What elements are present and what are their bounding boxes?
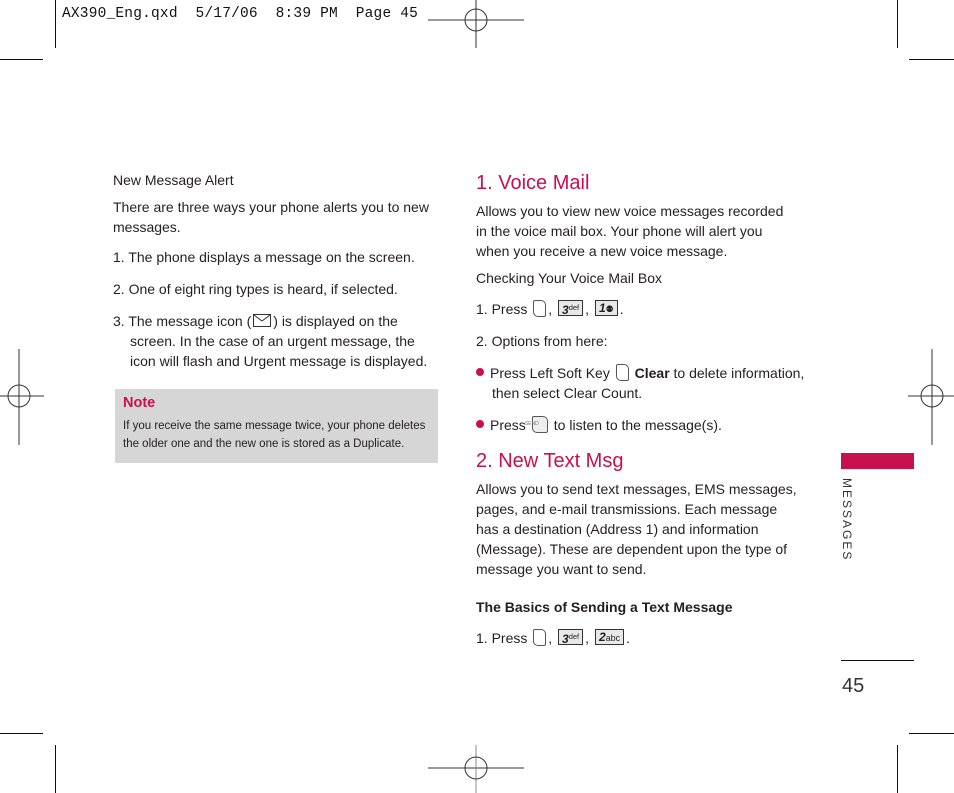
clear-label: Clear (634, 365, 670, 381)
page-number-rule (841, 660, 914, 661)
new-text-step-1: 1. Press , $3^{def}$ , 2abc . (476, 630, 631, 647)
bullet-icon (476, 368, 484, 376)
new-text-subheading: The Basics of Sending a Text Message (476, 599, 733, 615)
slug-line: AX390_Eng.qxd 5/17/06 8:39 PM Page 45 (62, 6, 419, 22)
alert-item-3-after: ) is displayed on the screen. In the case of an urgent message, the icon will flash and Urgent message is displayed. (130, 313, 428, 369)
bullet-1-after: to delete information, then select Clear Count. (492, 365, 805, 401)
key-3-def-icon: $3^{def}$ (558, 629, 583, 645)
left-soft-key-icon (616, 364, 629, 381)
key-1-voicemail-icon: 1⚉ (595, 300, 618, 316)
voice-mail-description: Allows you to view new voice messages recorded in the voice mail box. Your phone will alert you when you receive a new voice message. (476, 203, 784, 259)
crop-mark (897, 0, 898, 48)
left-soft-key-icon (533, 300, 546, 317)
registration-mark-left (0, 349, 44, 445)
registration-mark-right (908, 349, 954, 445)
step-1-prefix: 1. Press (476, 301, 528, 317)
left-column (113, 170, 443, 371)
crop-mark (0, 733, 43, 734)
key-2-abc-icon: 2abc (595, 629, 624, 645)
registration-mark-top (428, 0, 524, 48)
note-box (115, 389, 438, 463)
new-text-msg-title: 2. New Text Msg (476, 450, 624, 472)
bullet-2-before: Press (490, 417, 526, 433)
crop-mark (909, 59, 954, 60)
crop-mark (0, 59, 43, 60)
left-soft-key-icon (533, 629, 546, 646)
envelope-icon (253, 314, 271, 327)
alert-intro: There are three ways your phone alerts you to new messages. (113, 199, 429, 235)
voice-mail-step-1: 1. Press , $3^{def}$ , 1⚉ . (476, 301, 624, 318)
page-number: 45 (842, 675, 865, 697)
send-key-icon: SEND (532, 416, 548, 433)
step-1-prefix: 1. Press (476, 630, 528, 646)
bullet-1-before: Press Left Soft Key (490, 365, 610, 381)
registration-mark-bottom (428, 745, 524, 793)
section-tab (841, 453, 914, 469)
alert-item-1: 1. The phone displays a message on the screen. (113, 249, 415, 265)
section-label: MESSAGES (840, 478, 854, 562)
new-text-description: Allows you to send text messages, EMS messages, pages, and e-mail transmissions. Each message has a destination (Address 1) and information (Message). These are dependent upon the type of message you want to send. (476, 481, 797, 577)
voice-mail-title: 1. Voice Mail (476, 172, 590, 194)
crop-mark (897, 745, 898, 793)
right-column (476, 171, 811, 648)
crop-mark (909, 733, 954, 734)
voice-mail-subheading: Checking Your Voice Mail Box (476, 270, 662, 286)
note-text: If you receive the same message twice, your phone deletes the older one and the new one is stored as a Duplicate. (123, 420, 426, 450)
bullet-2-after: to listen to the message(s). (553, 417, 722, 433)
crop-mark (55, 745, 56, 793)
voice-mail-bullet-1 (476, 363, 811, 403)
key-3-def-icon: $3^{def}$ (558, 300, 583, 316)
alert-item-2: 2. One of eight ring types is heard, if selected. (113, 281, 398, 297)
bullet-icon (476, 420, 484, 428)
alert-item-3-before: 3. The message icon ( (113, 313, 252, 329)
crop-mark (55, 0, 56, 48)
note-title: Note (123, 395, 156, 411)
new-message-alert-heading: New Message Alert (113, 172, 234, 188)
alert-item-3 (113, 311, 440, 371)
voice-mail-step-2: 2. Options from here: (476, 333, 608, 349)
voice-mail-bullet-2 (476, 415, 811, 435)
